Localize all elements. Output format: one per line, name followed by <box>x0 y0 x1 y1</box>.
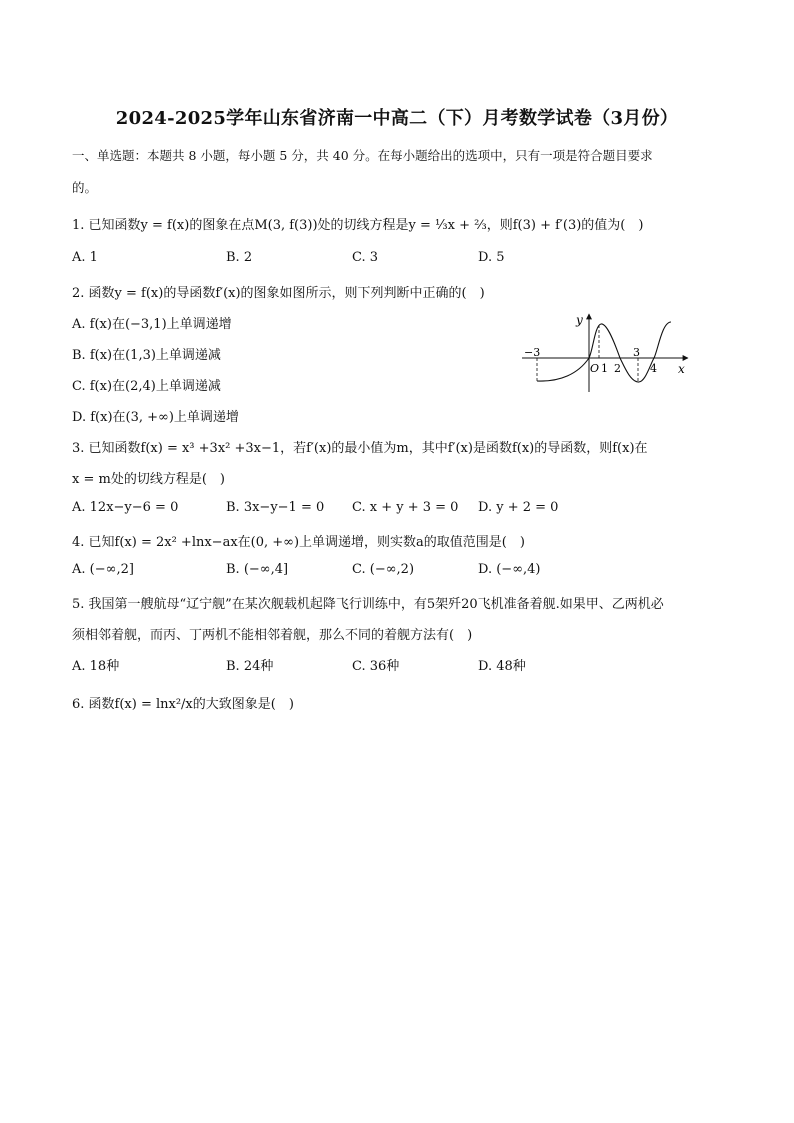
question-4-option-b[interactable]: B. (−∞,4] <box>226 562 289 577</box>
question-2-stem: 2. 函数y = f(x)的导函数f′(x)的图象如图所示，则下列判断中正确的( ) <box>72 286 485 301</box>
tick-label-neg3: −3 <box>524 346 541 359</box>
question-4-option-a[interactable]: A. (−∞,2] <box>72 562 134 577</box>
page-title: 2024-2025学年山东省济南一中高二（下）月考数学试卷（3月份） <box>115 108 679 129</box>
question-2-option-d[interactable]: D. f(x)在(3, +∞)上单调递增 <box>72 410 239 425</box>
question-1-option-d[interactable]: D. 5 <box>478 250 505 265</box>
derivative-graph-figure <box>520 310 692 396</box>
question-4-option-c[interactable]: C. (−∞,2) <box>352 562 415 577</box>
question-4-option-d[interactable]: D. (−∞,4) <box>478 562 541 577</box>
question-2-option-c[interactable]: C. f(x)在(2,4)上单调递减 <box>72 379 221 394</box>
question-5-option-d[interactable]: D. 48种 <box>478 659 526 674</box>
y-axis-label: y <box>576 313 583 327</box>
question-6-stem: 6. 函数f(x) = lnx²/x的大致图象是( ) <box>72 697 294 712</box>
question-3-option-d[interactable]: D. y + 2 = 0 <box>478 500 559 515</box>
question-5-stem-line2: 须相邻着舰，而丙、丁两机不能相邻着舰，那么不同的着舰方法有( ) <box>72 628 473 643</box>
section-instruction-line2: 的。 <box>72 180 98 195</box>
question-3-stem-line1: 3. 已知函数f(x) = x³ +3x² +3x−1，若f′(x)的最小值为m，其中f′(x)是函数f(x)的导函数，则f(x)在 <box>72 441 648 456</box>
question-3-option-b[interactable]: B. 3x−y−1 = 0 <box>226 500 325 515</box>
question-1-option-c[interactable]: C. 3 <box>352 250 379 265</box>
question-2-option-b[interactable]: B. f(x)在(1,3)上单调递减 <box>72 348 221 363</box>
question-3-option-c[interactable]: C. x + y + 3 = 0 <box>352 500 459 515</box>
question-1-option-a[interactable]: A. 1 <box>72 250 98 265</box>
question-2-option-a[interactable]: A. f(x)在(−3,1)上单调递增 <box>72 317 232 332</box>
question-5-option-c[interactable]: C. 36种 <box>352 659 400 674</box>
tick-label-3: 3 <box>633 346 640 359</box>
origin-label: O <box>590 362 600 375</box>
section-instruction-line1: 一、单选题：本题共 8 小题，每小题 5 分，共 40 分。在每小题给出的选项中，只有一项是符合题目要求 <box>72 148 653 163</box>
tick-label-4: 4 <box>650 362 657 375</box>
question-5-stem-line1: 5. 我国第一艘航母“辽宁舰”在某次舰载机起降飞行训练中，有5架歼20飞机准备着舰.如果甲、乙两机必 <box>72 597 664 612</box>
question-3-stem-line2: x = m处的切线方程是( ) <box>72 472 225 487</box>
tick-label-1: 1 <box>601 362 608 375</box>
question-5-option-b[interactable]: B. 24种 <box>226 659 274 674</box>
x-axis-label: x <box>678 362 685 376</box>
question-4-stem: 4. 已知f(x) = 2x² +lnx−ax在(0, +∞)上单调递增，则实数a的取值范围是( ) <box>72 535 525 550</box>
tick-label-2: 2 <box>614 362 621 375</box>
question-3-option-a[interactable]: A. 12x−y−6 = 0 <box>72 500 179 515</box>
question-1-stem: 1. 已知函数y = f(x)的图象在点M(3, f(3))处的切线方程是y = ⅓x + ⅔，则f(3) + f′(3)的值为( ) <box>72 218 644 233</box>
question-1-option-b[interactable]: B. 2 <box>226 250 253 265</box>
question-5-option-a[interactable]: A. 18种 <box>72 659 120 674</box>
